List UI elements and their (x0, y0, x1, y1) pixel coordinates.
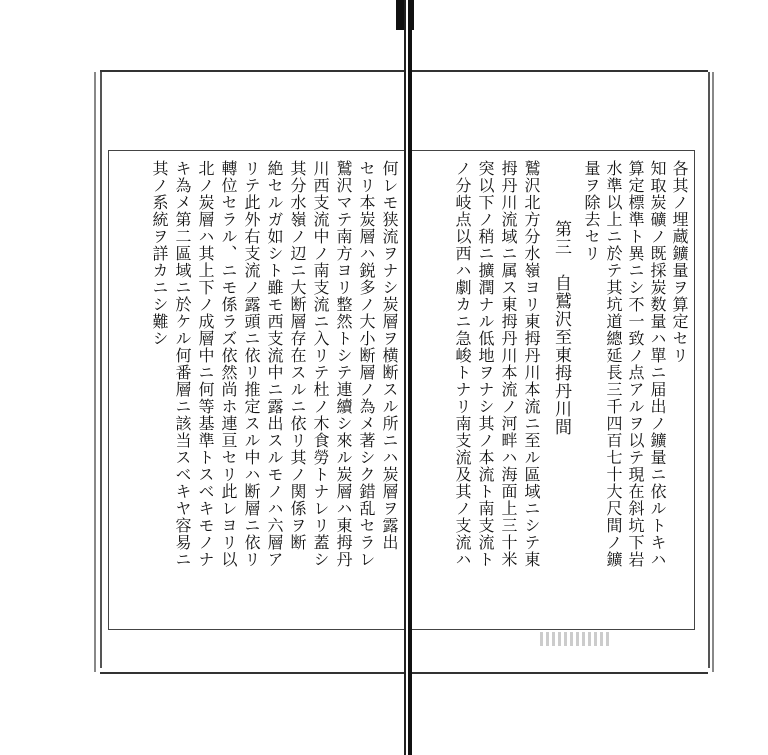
right-line-5: 量ヲ除去セリ (582, 160, 601, 262)
body-line-7: 鷲沢マテ南方ヨリ整然トシテ連續シ來ル炭層ハ東拇丹 (334, 160, 353, 568)
body-line-4: ノ分岐点以西ハ劇カニ急峻トナリ南支流及其ノ支流ハ (453, 160, 472, 568)
body-line-6: セリ本炭層ハ鋭多ノ大小断層ノ為メ著シク錯乱セラレ (357, 160, 376, 568)
right-line-1: 各其ノ埋蔵鑛量ヲ算定セリ (670, 160, 689, 364)
body-line-9: 其分水嶺ノ辺ニ大断層存在スルニ依リ其ノ関係ヲ断 (288, 160, 307, 551)
body-line-10: 絶セルガ如シト雖モ西支流中ニ露出スルモノハ六層ア (265, 160, 284, 568)
right-line-4: 水準以上ニ於テ其坑道總延長三千四百七十大尺間ノ鑛 (604, 160, 623, 568)
body-line-3: 突以下ノ稍ニ擴潤ナル低地ヲナシ其ノ本流ト南支流ト (476, 160, 495, 568)
body-line-14: キ為メ第二區域ニ於ケル何番層ニ該当スベキヤ容易ニ (173, 160, 192, 568)
body-line-12: 轉位セラル、ニモ係ラズ依然尚ホ連亘セリ此レヨリ以 (219, 160, 238, 568)
left-page-edge (94, 72, 96, 672)
faded-stamp (540, 632, 610, 646)
body-line-5: 何レモ狭流ヲナシ炭層ヲ横断スル所ニハ炭層ヲ露出 (380, 160, 399, 551)
right-line-3: 算定標準ト異ニシ不一致ノ点アルヲ以テ現在斜坑下岩 (626, 160, 645, 568)
body-line-15: 其ノ系統ヲ詳カニシ難シ (150, 160, 169, 347)
body-line-11: リテ此外右支流ノ露頭ニ依リ推定スル中ハ断層ニ依リ (242, 160, 261, 568)
right-page-edge (712, 72, 714, 672)
right-line-2: 知取炭礦ノ既採炭数量ハ單ニ届出ノ鑛量ニ依ルトキハ (648, 160, 667, 568)
book-spine (404, 0, 412, 755)
body-line-13: 北ノ炭層ハ其上下ノ成層中ニ何等基準トスベキモノナ (196, 160, 215, 568)
body-line-2: 拇丹川流域ニ属ス東拇丹川本流ノ河畔ハ海面上三十米 (499, 160, 518, 568)
section-heading: 第三 自鷲沢至東拇丹川間 (551, 220, 571, 436)
body-line-8: 川西支流中ノ南支流ニ入リテ杜ノ木食勞トナレリ蓋シ (311, 160, 330, 568)
body-line-1: 鷲沢北方分水嶺ヨリ東拇丹川本流ニ至ル區域ニシテ東 (522, 160, 541, 568)
